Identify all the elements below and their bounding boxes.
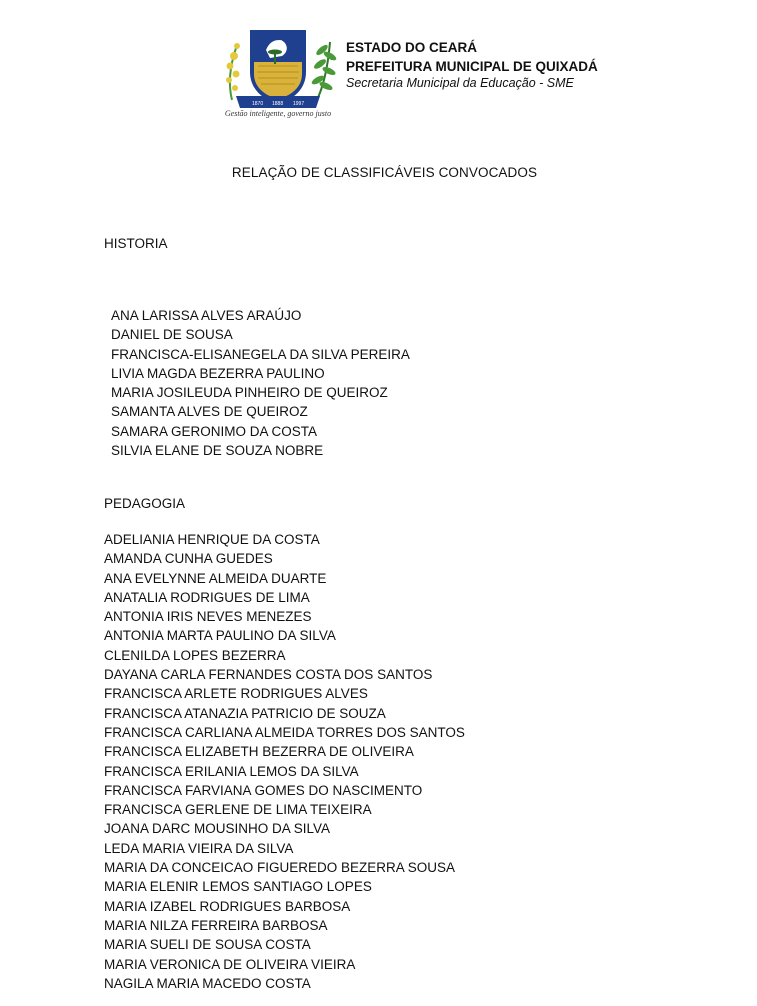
crest-motto: Gestão inteligente, governo justo — [224, 109, 332, 118]
list-item: FRANCISCA CARLIANA ALMEIDA TORRES DOS SANTOS — [104, 724, 465, 740]
list-item: MARIA ELENIR LEMOS SANTIAGO LOPES — [104, 879, 372, 895]
list-item: ANA EVELYNNE ALMEIDA DUARTE — [104, 570, 327, 586]
state-name: ESTADO DO CEARÁ — [346, 40, 478, 55]
list-item: FRANCISCA ARLETE RODRIGUES ALVES — [104, 686, 368, 702]
list-item: ANTONIA IRIS NEVES MENEZES — [104, 609, 312, 625]
right-laurel-graphic — [310, 42, 337, 102]
list-item: LEDA MARIA VIEIRA DA SILVA — [104, 840, 294, 856]
list-item: DANIEL DE SOUSA — [111, 327, 233, 343]
document-title: RELAÇÃO DE CLASSIFICÁVEIS CONVOCADOS — [231, 165, 538, 180]
list-item: FRANCISCA FARVIANA GOMES DO NASCIMENTO — [104, 782, 423, 798]
list-item: LIVIA MAGDA BEZERRA PAULINO — [111, 365, 325, 381]
list-item: MARIA NILZA FERREIRA BARBOSA — [104, 917, 328, 933]
list-item: NAGILA MARIA MACEDO COSTA — [104, 975, 311, 991]
list-item: MARIA DA CONCEICAO FIGUEREDO BEZERRA SOUSA — [104, 860, 456, 876]
list-item: FRANCISCA ATANAZIA PATRICIO DE SOUZA — [104, 705, 386, 721]
letterhead — [218, 26, 638, 126]
list-item: DAYANA CARLA FERNANDES COSTA DOS SANTOS — [104, 667, 433, 683]
list-item: ADELIANIA HENRIQUE DA COSTA — [104, 532, 320, 547]
list-item: CLENILDA LOPES BEZERRA — [104, 647, 286, 663]
pedagogia-name-list — [104, 530, 465, 993]
list-item: SILVIA ELANE DE SOUZA NOBRE — [111, 443, 324, 459]
list-item: SAMARA GERONIMO DA COSTA — [111, 423, 318, 439]
list-item: AMANDA CUNHA GUEDES — [104, 551, 273, 567]
list-item: MARIA SUELI DE SOUSA COSTA — [104, 937, 311, 953]
ribbon-year-left: 1870 — [252, 101, 264, 107]
secretariat-name: Secretaria Municipal da Educação - SME — [346, 76, 574, 90]
crest-emblem — [218, 26, 338, 122]
list-item: ANATALIA RODRIGUES DE LIMA — [104, 589, 310, 605]
letterhead-text — [346, 38, 598, 91]
list-item: FRANCISCA ELIZABETH BEZERRA DE OLIVEIRA — [104, 744, 414, 760]
list-item: ANTONIA MARTA PAULINO DA SILVA — [104, 628, 336, 644]
ribbon-year-center: 1888 — [272, 101, 284, 107]
section-heading-historia: HISTORIA — [104, 236, 168, 251]
prefecture-name: PREFEITURA MUNICIPAL DE QUIXADÁ — [346, 59, 598, 74]
list-item: SAMANTA ALVES DE QUEIROZ — [111, 404, 308, 420]
section-heading-pedagogia: PEDAGOGIA — [104, 496, 186, 511]
historia-name-list — [111, 306, 410, 460]
shield-graphic — [250, 30, 306, 104]
municipal-crest-logo — [218, 26, 338, 122]
list-item: ANA LARISSA ALVES ARAÚJO — [111, 308, 302, 323]
list-item: MARIA JOSILEUDA PINHEIRO DE QUEIROZ — [111, 385, 388, 401]
list-item: FRANCISCA-ELISANEGELA DA SILVA PEREIRA — [111, 346, 410, 362]
list-item: JOANA DARC MOUSINHO DA SILVA — [104, 821, 331, 837]
list-item: FRANCISCA ERILANIA LEMOS DA SILVA — [104, 763, 359, 779]
list-item: MARIA VERONICA DE OLIVEIRA VIEIRA — [104, 956, 356, 972]
list-item: FRANCISCA GERLENE DE LIMA TEIXEIRA — [104, 802, 372, 818]
list-item: MARIA IZABEL RODRIGUES BARBOSA — [104, 898, 351, 914]
ribbon-year-right: 1997 — [293, 101, 305, 107]
ribbon-graphic — [236, 96, 320, 108]
left-branch-graphic — [226, 43, 240, 100]
